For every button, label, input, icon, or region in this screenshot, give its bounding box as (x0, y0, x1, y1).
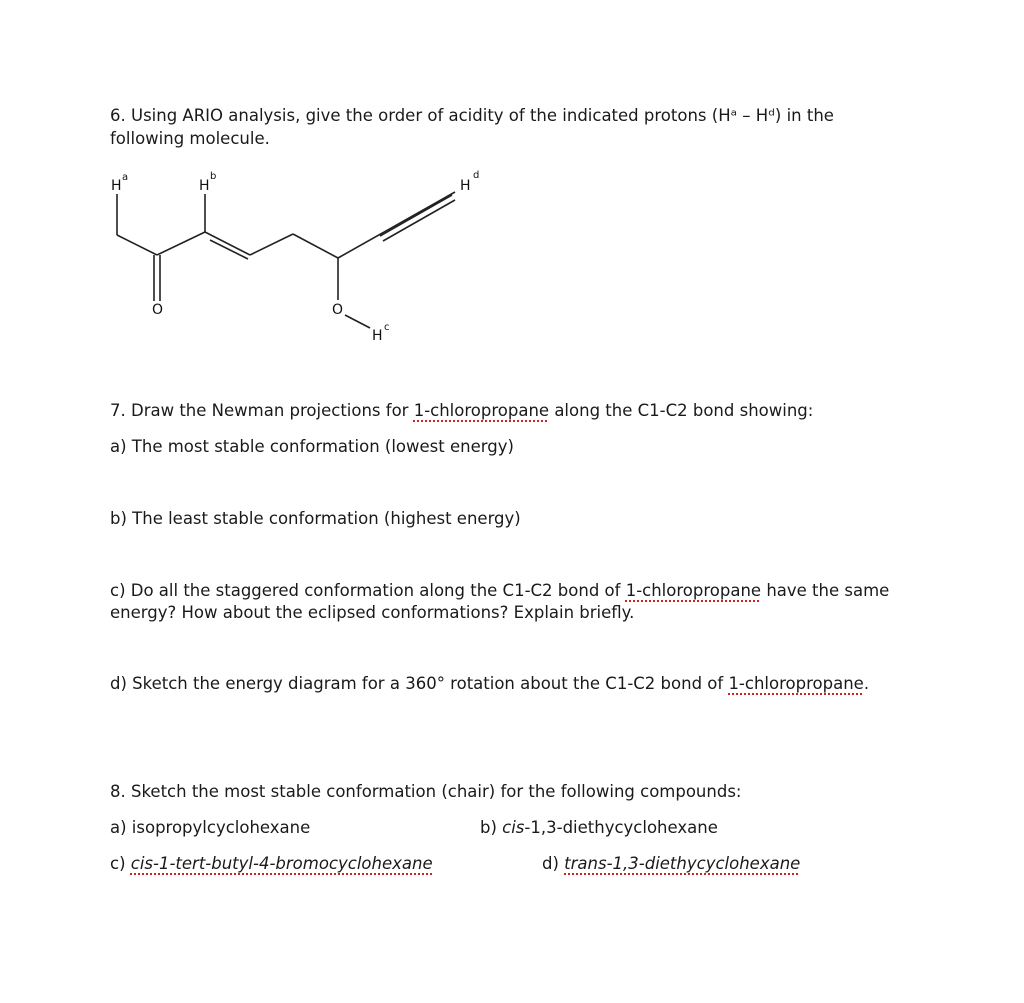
label-hb: H (199, 178, 210, 194)
q7-d-pre: d) Sketch the energy diagram for a 360° rotation about the C1-C2 bond of (110, 674, 729, 693)
q8-d-pre: d) (542, 854, 565, 873)
bond-triple-1 (338, 192, 455, 258)
bond-triple-3 (383, 200, 455, 241)
bond-c5-c6 (293, 234, 338, 258)
q8-d-text: trans-1,3-diethycyclohexane (564, 854, 801, 873)
bond-triple-2 (380, 195, 452, 236)
q7-intro (110, 400, 813, 422)
q8-part-a: a) isopropylcyclohexane (110, 818, 311, 837)
molecule-structure (100, 160, 520, 350)
bond-c1-c2 (117, 235, 157, 255)
bond-c3-c4 (205, 232, 250, 255)
q7-c-compound: 1-chloropropane (625, 581, 762, 600)
label-hd-sup: d (473, 170, 480, 181)
q6-line-1: 6. Using ARIO analysis, give the order of acidity of the indicated protons (Hᵃ – Hᵈ) in the (110, 106, 834, 125)
q6-line-2: following molecule. (110, 129, 270, 148)
q8-part-d (542, 853, 800, 875)
q8-intro: 8. Sketch the most stable conformation (chair) for the following compounds: (110, 782, 742, 801)
label-ha-sup: a (122, 172, 129, 183)
bond-c2-c3 (157, 232, 205, 255)
q7-part-a: a) The most stable conformation (lowest energy) (110, 437, 514, 456)
label-hc-sup: c (384, 322, 390, 333)
bond-c4-c5 (250, 234, 293, 255)
q7-intro-post: along the C1-C2 bond showing: (549, 401, 814, 420)
q8-b-post: -1,3-diethycyclohexane (524, 818, 718, 837)
q7-c-pre: c) Do all the staggered conformation along the C1-C2 bond of (110, 581, 626, 600)
label-hb-sup: b (210, 171, 217, 182)
label-hc: H (372, 328, 383, 344)
q8-b-italic: cis (502, 818, 525, 837)
q7-intro-pre: 7. Draw the Newman projections for (110, 401, 414, 420)
label-o-ketone: O (152, 302, 164, 318)
q7-part-c-line-1 (110, 580, 889, 602)
q7-part-d (110, 673, 869, 695)
q7-d-post: . (863, 674, 870, 693)
bond-c3-c4-double (210, 240, 248, 259)
q8-part-b (480, 817, 718, 839)
label-hd: H (460, 178, 471, 194)
q7-c-post: have the same (761, 581, 890, 600)
q8-c-pre: c) (110, 854, 131, 873)
q7-part-c-line-2: energy? How about the eclipsed conformations? Explain briefly. (110, 603, 635, 622)
q7-compound: 1-chloropropane (413, 401, 550, 420)
q8-b-pre: b) (480, 818, 503, 837)
label-o-alcohol: O (332, 302, 344, 318)
q7-part-b: b) The least stable conformation (highest energy) (110, 509, 521, 528)
bond-o-hc (345, 315, 370, 328)
q8-c-text: cis-1-tert-butyl-4-bromocyclohexane (130, 854, 433, 873)
q7-d-compound: 1-chloropropane (728, 674, 864, 693)
label-ha: H (111, 178, 122, 194)
q8-part-c (110, 853, 433, 875)
